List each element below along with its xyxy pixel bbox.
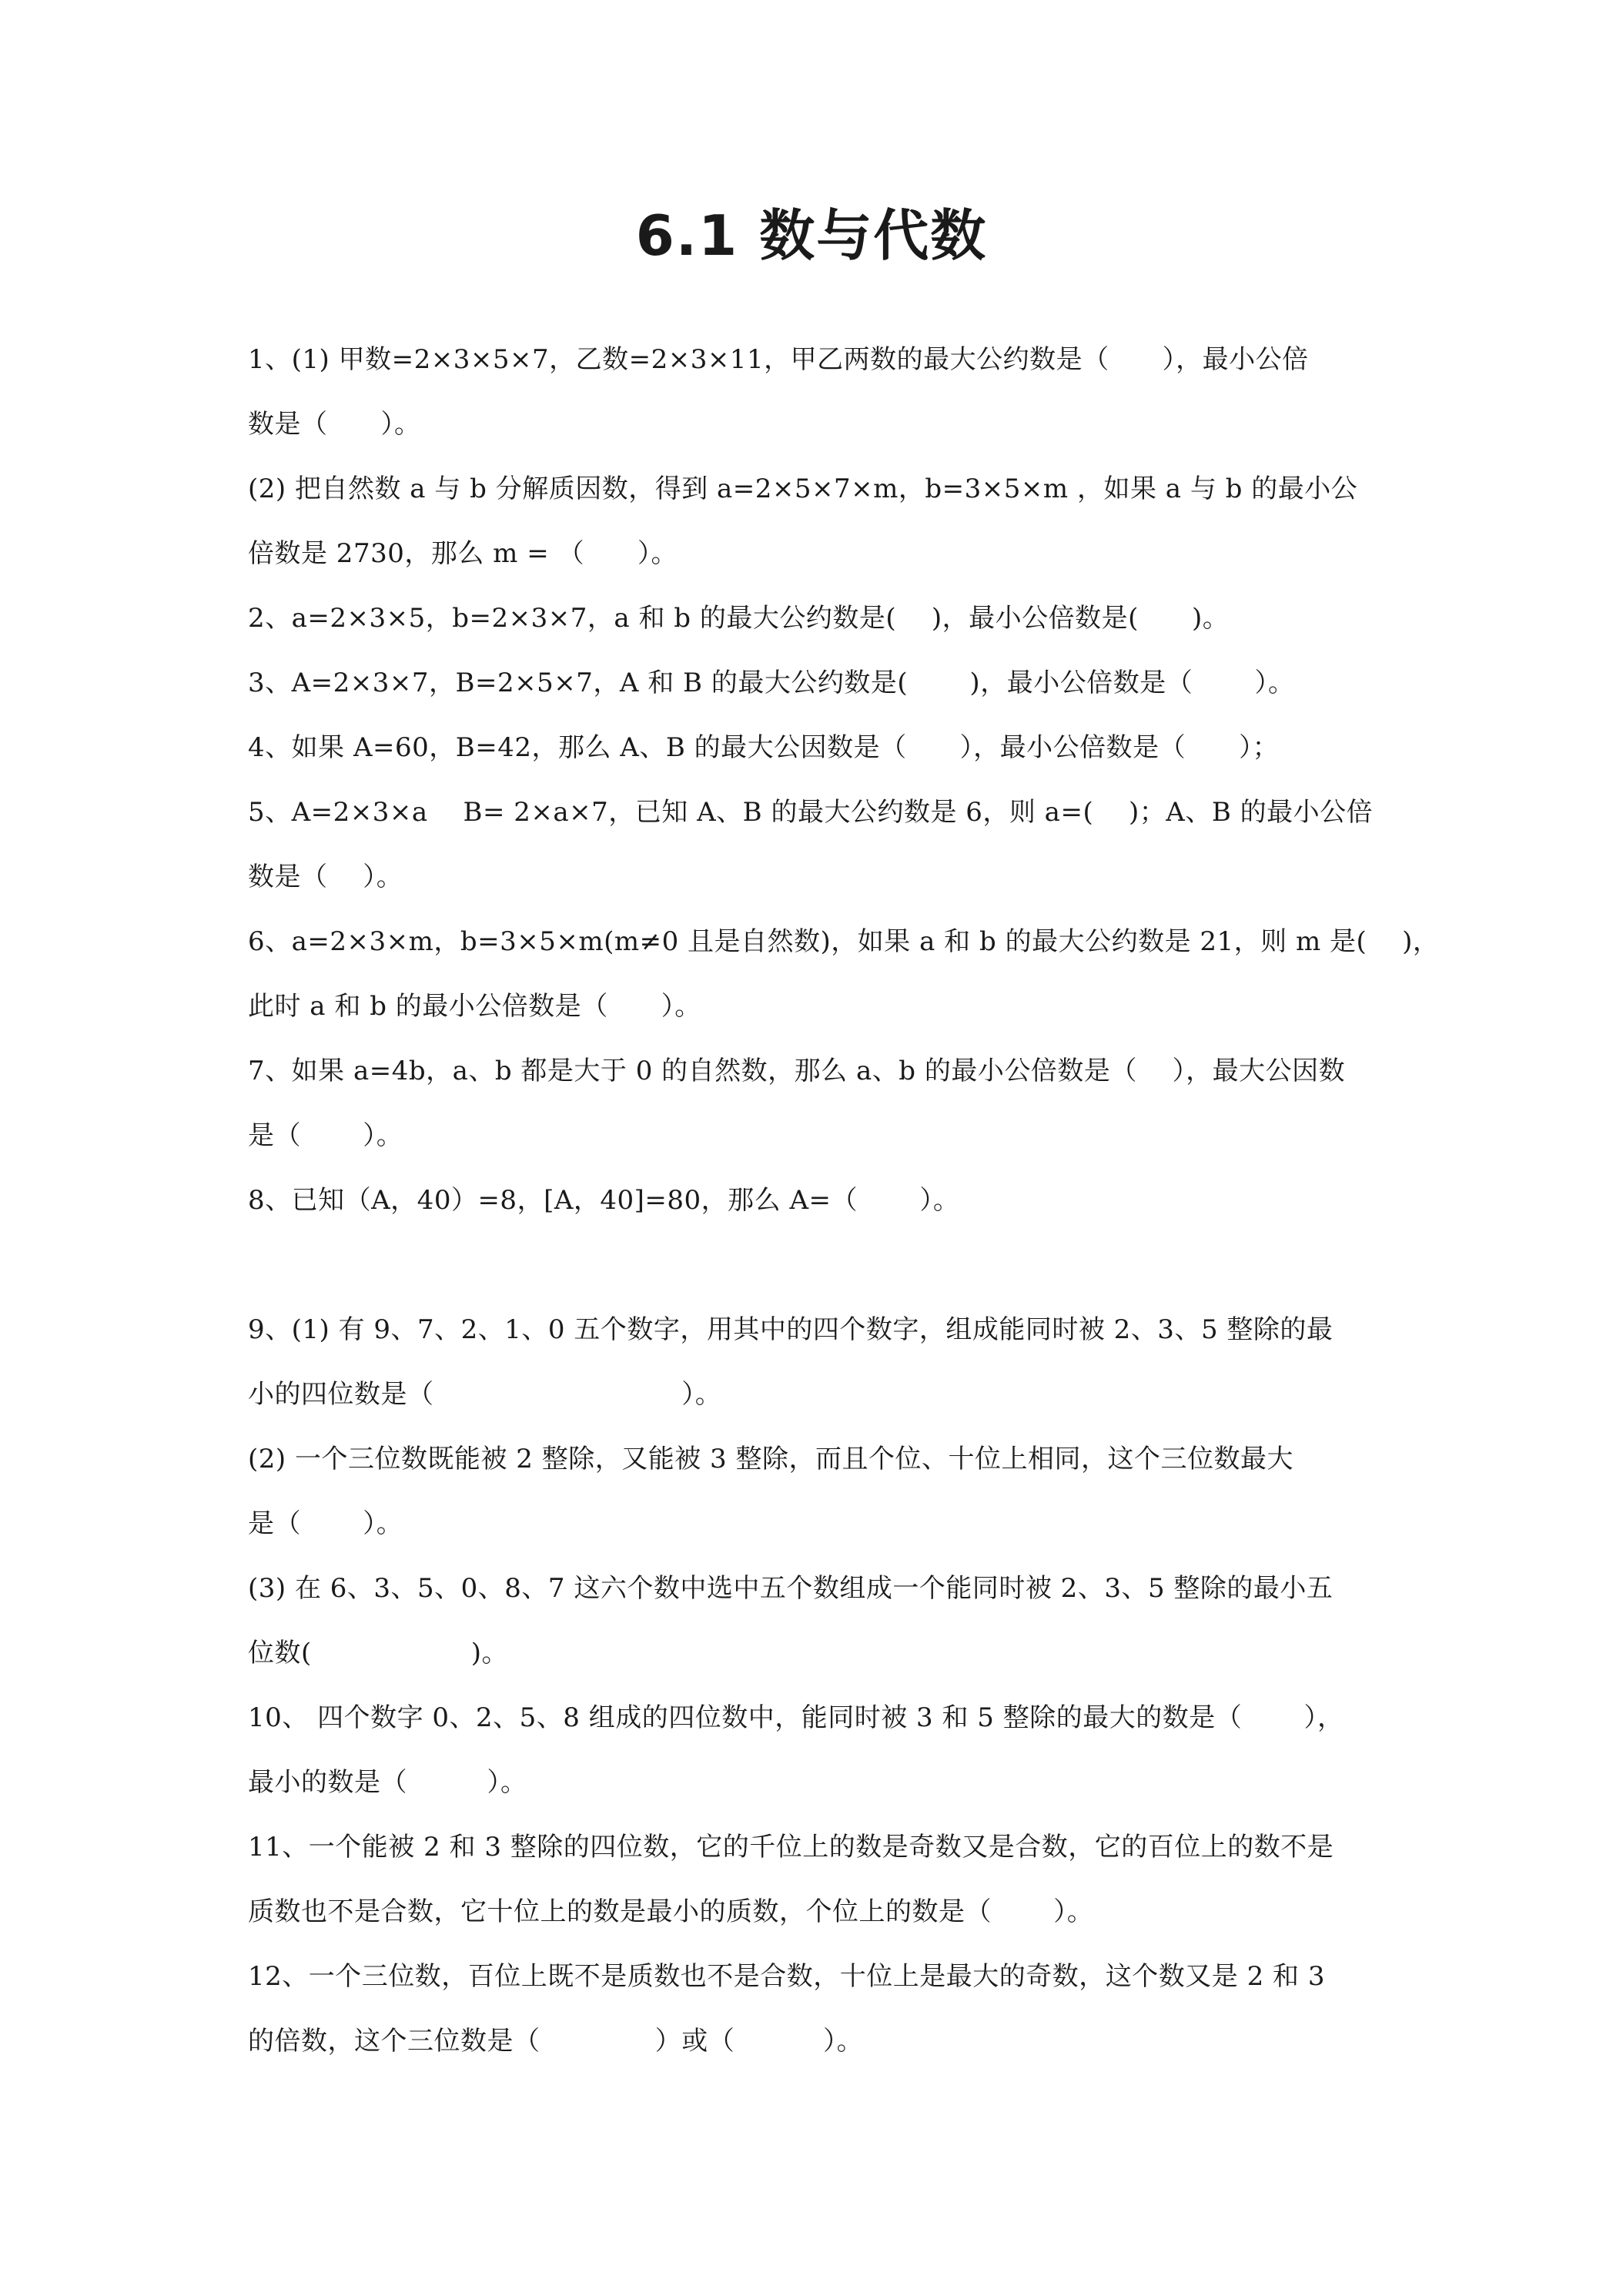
question-5-line-2: 数是（ ）。: [248, 862, 403, 892]
question-1-line-1: 1、(1) 甲数=2×3×5×7，乙数=2×3×11，甲乙两数的最大公约数是（ ），最小公倍: [248, 344, 1309, 375]
question-list: [248, 327, 1440, 2073]
question-9-line-2: 小的四位数是（ ）。: [248, 1379, 722, 1410]
question-1-part-2-line-1: (2) 把自然数 a 与 b 分解质因数，得到 a=2×5×7×m，b=3×5×m ，如果 a 与 b 的最小公: [248, 474, 1358, 504]
question-8: 8、已知（A，40）=8，[A，40]=80，那么 A=（ ）。: [248, 1185, 960, 1216]
question-1-part-2-line-2: 倍数是 2730，那么 m = （ ）。: [248, 538, 678, 569]
question-5-line-1: 5、A=2×3×a B= 2×a×7，已知 A、B 的最大公约数是 6，则 a=( )；A、B 的最小公倍: [248, 797, 1374, 828]
question-7-line-2: 是（ ）。: [248, 1120, 403, 1151]
question-2: 2、a=2×3×5，b=2×3×7，a 和 b 的最大公约数是( )，最小公倍数是( )。: [248, 603, 1230, 634]
question-9-part-2-line-1: (2) 一个三位数既能被 2 整除，又能被 3 整除，而且个位、十位上相同，这个三位数最大: [248, 1444, 1293, 1474]
question-4: 4、如果 A=60，B=42，那么 A、B 的最大公因数是（ ），最小公倍数是（ ）；: [248, 732, 1280, 763]
question-6-line-1: 6、a=2×3×m，b=3×5×m(m≠0 且是自然数)，如果 a 和 b 的最大公约数是 21，则 m 是( )，: [248, 926, 1440, 957]
question-12-line-1: 12、一个三位数，百位上既不是质数也不是合数，十位上是最大的奇数，这个数又是 2 和 3: [248, 1961, 1325, 1992]
question-12-line-2: 的倍数，这个三位数是（ ）或（ ）。: [248, 2026, 864, 2057]
question-3: 3、A=2×3×7，B=2×5×7，A 和 B 的最大公约数是( )，最小公倍数是（ ）。: [248, 668, 1295, 698]
question-10-line-2: 最小的数是（ ）。: [248, 1767, 527, 1798]
question-9-part-3-line-1: (3) 在 6、3、5、0、8、7 这六个数中选中五个数组成一个能同时被 2、3、5 整除的最小五: [248, 1573, 1334, 1604]
question-6-line-2: 此时 a 和 b 的最小公倍数是（ ）。: [248, 991, 701, 1022]
blank-spacer: [248, 1233, 1387, 1297]
question-11-line-2: 质数也不是合数，它十位上的数是最小的质数，个位上的数是（ ）。: [248, 1896, 1094, 1927]
question-9-part-2-line-2: 是（ ）。: [248, 1508, 403, 1539]
question-7-line-1: 7、如果 a=4b，a、b 都是大于 0 的自然数，那么 a、b 的最小公倍数是（ ），最大公因数: [248, 1056, 1346, 1086]
question-1-line-2: 数是（ ）。: [248, 409, 421, 440]
question-9-line-1: 9、(1) 有 9、7、2、1、0 五个数字，用其中的四个数字，组成能同时被 2、3、5 整除的最: [248, 1314, 1334, 1345]
question-11-line-1: 11、一个能被 2 和 3 整除的四位数，它的千位上的数是奇数又是合数，它的百位上的数不是: [248, 1832, 1334, 1863]
question-9-part-3-line-2: 位数( )。: [248, 1638, 509, 1668]
page-title: 6.1 数与代数: [635, 203, 988, 268]
question-10-line-1: 10、 四个数字 0、2、5、8 组成的四位数中，能同时被 3 和 5 整除的最大的数是（ ），: [248, 1702, 1344, 1733]
